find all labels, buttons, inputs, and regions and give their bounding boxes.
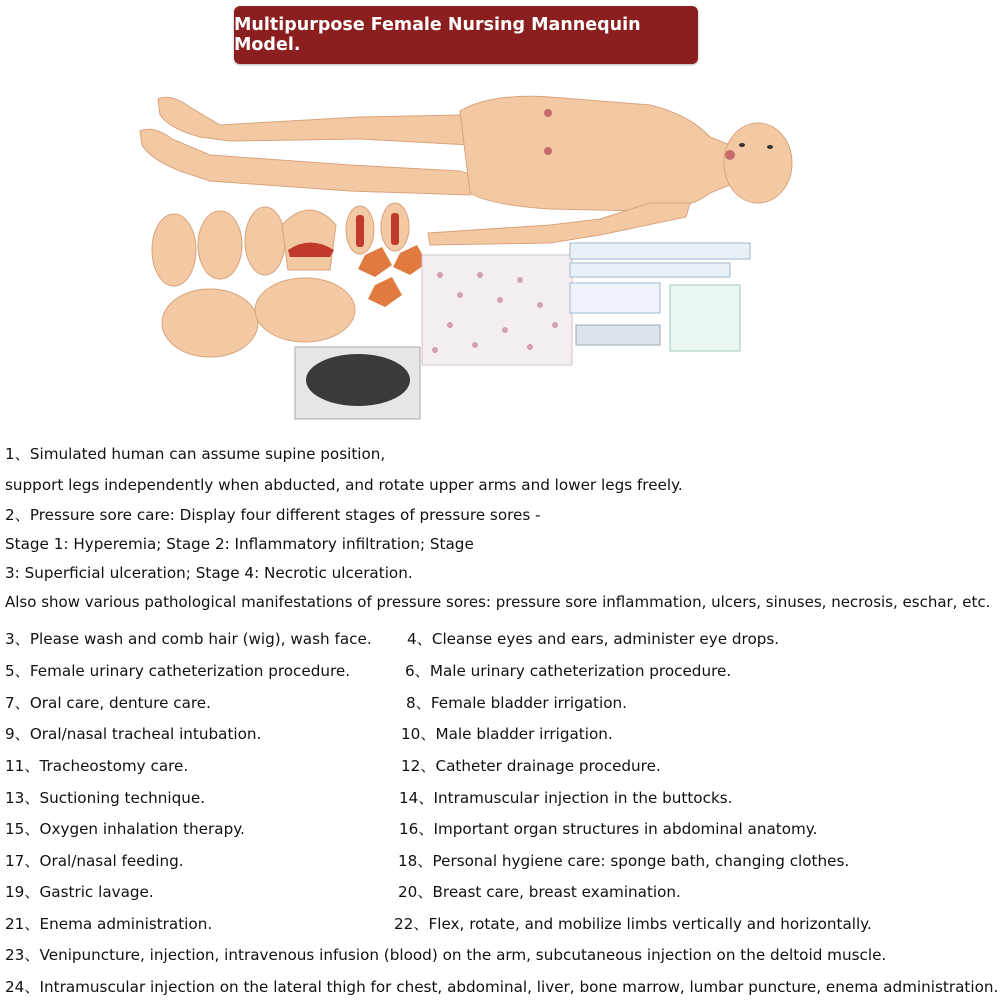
list-item: 23、Venipuncture, injection, intravenous infusion (blood) on the arm, subcutaneous injection on the deltoid muscle. [5, 946, 887, 964]
accessory-parts [152, 203, 409, 357]
intro-line-6: Also show various pathological manifestations of pressure sores: pressure sore inflammation, ulcers, sinuses, necrosis, eschar, etc. [5, 593, 991, 611]
list-item: 20、Breast care, breast examination. [398, 883, 681, 901]
list-item: 9、Oral/nasal tracheal intubation. [5, 725, 262, 743]
mannequin-illustration [130, 85, 810, 425]
list-item: 22、Flex, rotate, and mobilize limbs vertically and horizontally. [394, 915, 872, 933]
list-item: 8、Female bladder irrigation. [406, 694, 627, 712]
list-item: 21、Enema administration. [5, 915, 213, 933]
list-item: 15、Oxygen inhalation therapy. [5, 820, 245, 838]
intro-line-1: 1、Simulated human can assume supine position, [5, 445, 386, 463]
title-banner [234, 6, 698, 64]
intro-line-4: Stage 1: Hyperemia; Stage 2: Inflammatory infiltration; Stage [5, 535, 474, 553]
list-item: 14、Intramuscular injection in the buttocks. [399, 789, 733, 807]
list-item: 3、Please wash and comb hair (wig), wash face. [5, 630, 372, 648]
list-item: 13、Suctioning technique. [5, 789, 206, 807]
list-item: 6、Male urinary catheterization procedure. [405, 662, 732, 680]
gown-package [422, 255, 572, 365]
wig-package [295, 347, 420, 419]
list-item: 16、Important organ structures in abdominal anatomy. [399, 820, 818, 838]
list-item: 17、Oral/nasal feeding. [5, 852, 184, 870]
intro-line-3: 2、Pressure sore care: Display four different stages of pressure sores - [5, 506, 541, 524]
page-title: Multipurpose Female Nursing Mannequin Model. [234, 15, 641, 55]
mannequin-body [140, 96, 792, 245]
list-item: 11、Tracheostomy care. [5, 757, 189, 775]
list-item: 19、Gastric lavage. [5, 883, 154, 901]
list-item: 12、Catheter drainage procedure. [401, 757, 661, 775]
list-item: 10、Male bladder irrigation. [401, 725, 613, 743]
list-item: 5、Female urinary catheterization procedure. [5, 662, 351, 680]
intro-line-5: 3: Superficial ulceration; Stage 4: Necrotic ulceration. [5, 564, 413, 582]
medical-supplies [570, 243, 750, 351]
list-item: 24、Intramuscular injection on the lateral thigh for chest, abdominal, liver, bone marrow, lumbar puncture, enema administration. [5, 978, 999, 996]
intro-line-2: support legs independently when abducted, and rotate upper arms and lower legs freely. [5, 476, 683, 494]
list-item: 7、Oral care, denture care. [5, 694, 211, 712]
list-item: 4、Cleanse eyes and ears, administer eye drops. [407, 630, 780, 648]
list-item: 18、Personal hygiene care: sponge bath, changing clothes. [398, 852, 850, 870]
